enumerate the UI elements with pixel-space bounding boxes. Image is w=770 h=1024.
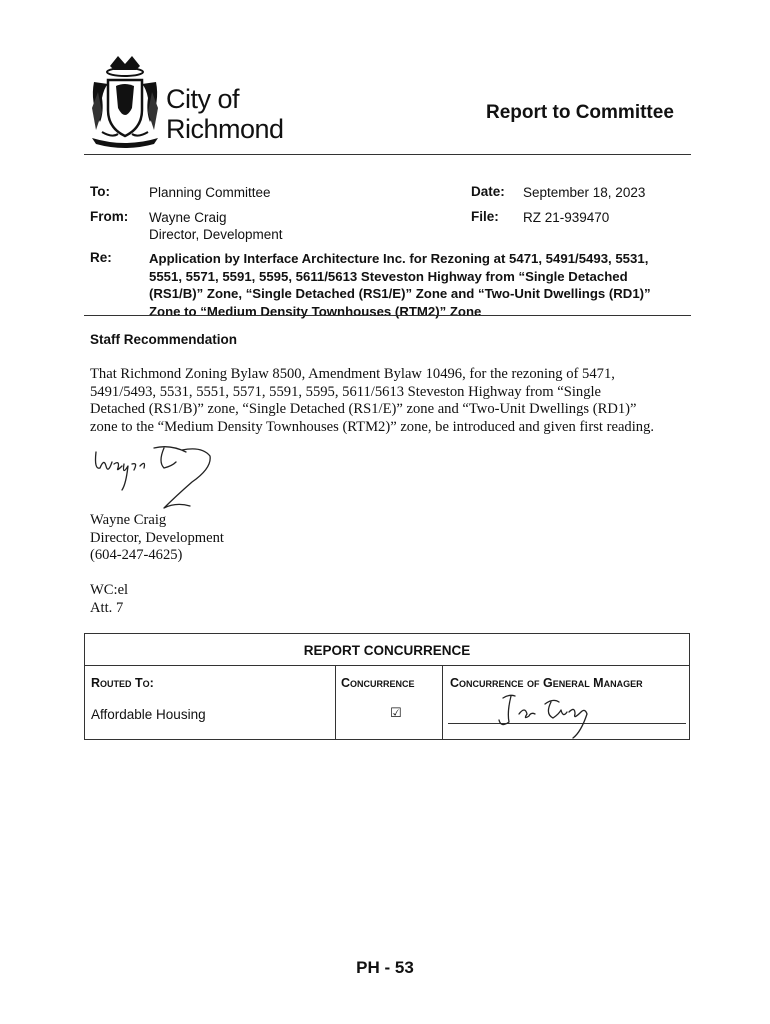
city-logo-text <box>166 84 284 144</box>
re-line: Application by Interface Architecture Inc. for Rezoning at 5471, 5491/5493, 5531, <box>149 251 649 266</box>
logo-line-1: City of <box>166 84 240 114</box>
re-subject <box>149 250 689 320</box>
typist-initials: WC:el <box>90 582 129 598</box>
concurrence-header: Concurrence <box>341 676 415 690</box>
signer-name: Wayne Craig <box>90 512 167 528</box>
concurrence-table-title: REPORT CONCURRENCE <box>85 634 689 666</box>
recommendation-line: That Richmond Zoning Bylaw 8500, Amendment Bylaw 10496, for the rezoning of 5471, <box>90 366 615 382</box>
from-name: Wayne Craig <box>149 210 227 225</box>
city-crest-icon <box>88 52 162 148</box>
re-line: Zone to “Medium Density Townhouses (RTM2)” Zone <box>149 303 482 319</box>
attachments-count: Att. 7 <box>90 599 124 616</box>
to-label: To: <box>90 184 110 199</box>
file-value: RZ 21-939470 <box>523 210 610 225</box>
routed-to-header: Routed To: <box>91 676 154 690</box>
report-concurrence-table <box>84 633 690 740</box>
initials-block <box>90 582 128 617</box>
signer-block <box>90 512 224 565</box>
from-label: From: <box>90 209 129 224</box>
recommendation-line: Detached (RS1/B)” zone, “Single Detached (RS1/E)” zone and “Two-Unit Dwellings (RD1)” <box>90 401 637 418</box>
header-divider <box>84 154 691 155</box>
checked-box-icon: ☑ <box>390 706 402 721</box>
subject-divider <box>84 315 691 316</box>
file-label: File: <box>471 209 499 224</box>
column-divider <box>442 666 443 739</box>
recommendation-text <box>90 366 690 436</box>
page-number: PH - 53 <box>356 958 414 977</box>
column-divider <box>335 666 336 739</box>
re-line: 5551, 5571, 5591, 5595, 5611/5613 Steveston Highway from “Single Detached <box>149 268 628 284</box>
re-line: (RS1/B)” Zone, “Single Detached (RS1/E)” Zone and “Two-Unit Dwellings (RD1)” <box>149 286 651 301</box>
director-signature <box>92 440 222 516</box>
date-label: Date: <box>471 184 505 199</box>
date-value: September 18, 2023 <box>523 185 646 200</box>
logo-line-2: Richmond <box>166 114 284 144</box>
recommendation-line: zone to the “Medium Density Townhouses (RTM2)” zone, be introduced and given first reading. <box>90 418 655 435</box>
recommendation-line: 5491/5493, 5531, 5551, 5571, 5591, 5595, 5611/5613 Steveston Highway from “Single <box>90 383 602 400</box>
staff-recommendation-heading: Staff Recommendation <box>90 332 238 347</box>
from-title: Director, Development <box>149 227 283 242</box>
from-value <box>149 209 283 243</box>
report-title: Report to Committee <box>486 102 674 123</box>
signer-phone: (604-247-4625) <box>90 547 183 564</box>
re-label: Re: <box>90 250 112 265</box>
to-value: Planning Committee <box>149 185 271 200</box>
general-manager-header: Concurrence of General Manager <box>450 676 643 690</box>
signer-title: Director, Development <box>90 529 224 546</box>
department-cell: Affordable Housing <box>91 707 206 722</box>
general-manager-signature <box>495 692 625 740</box>
